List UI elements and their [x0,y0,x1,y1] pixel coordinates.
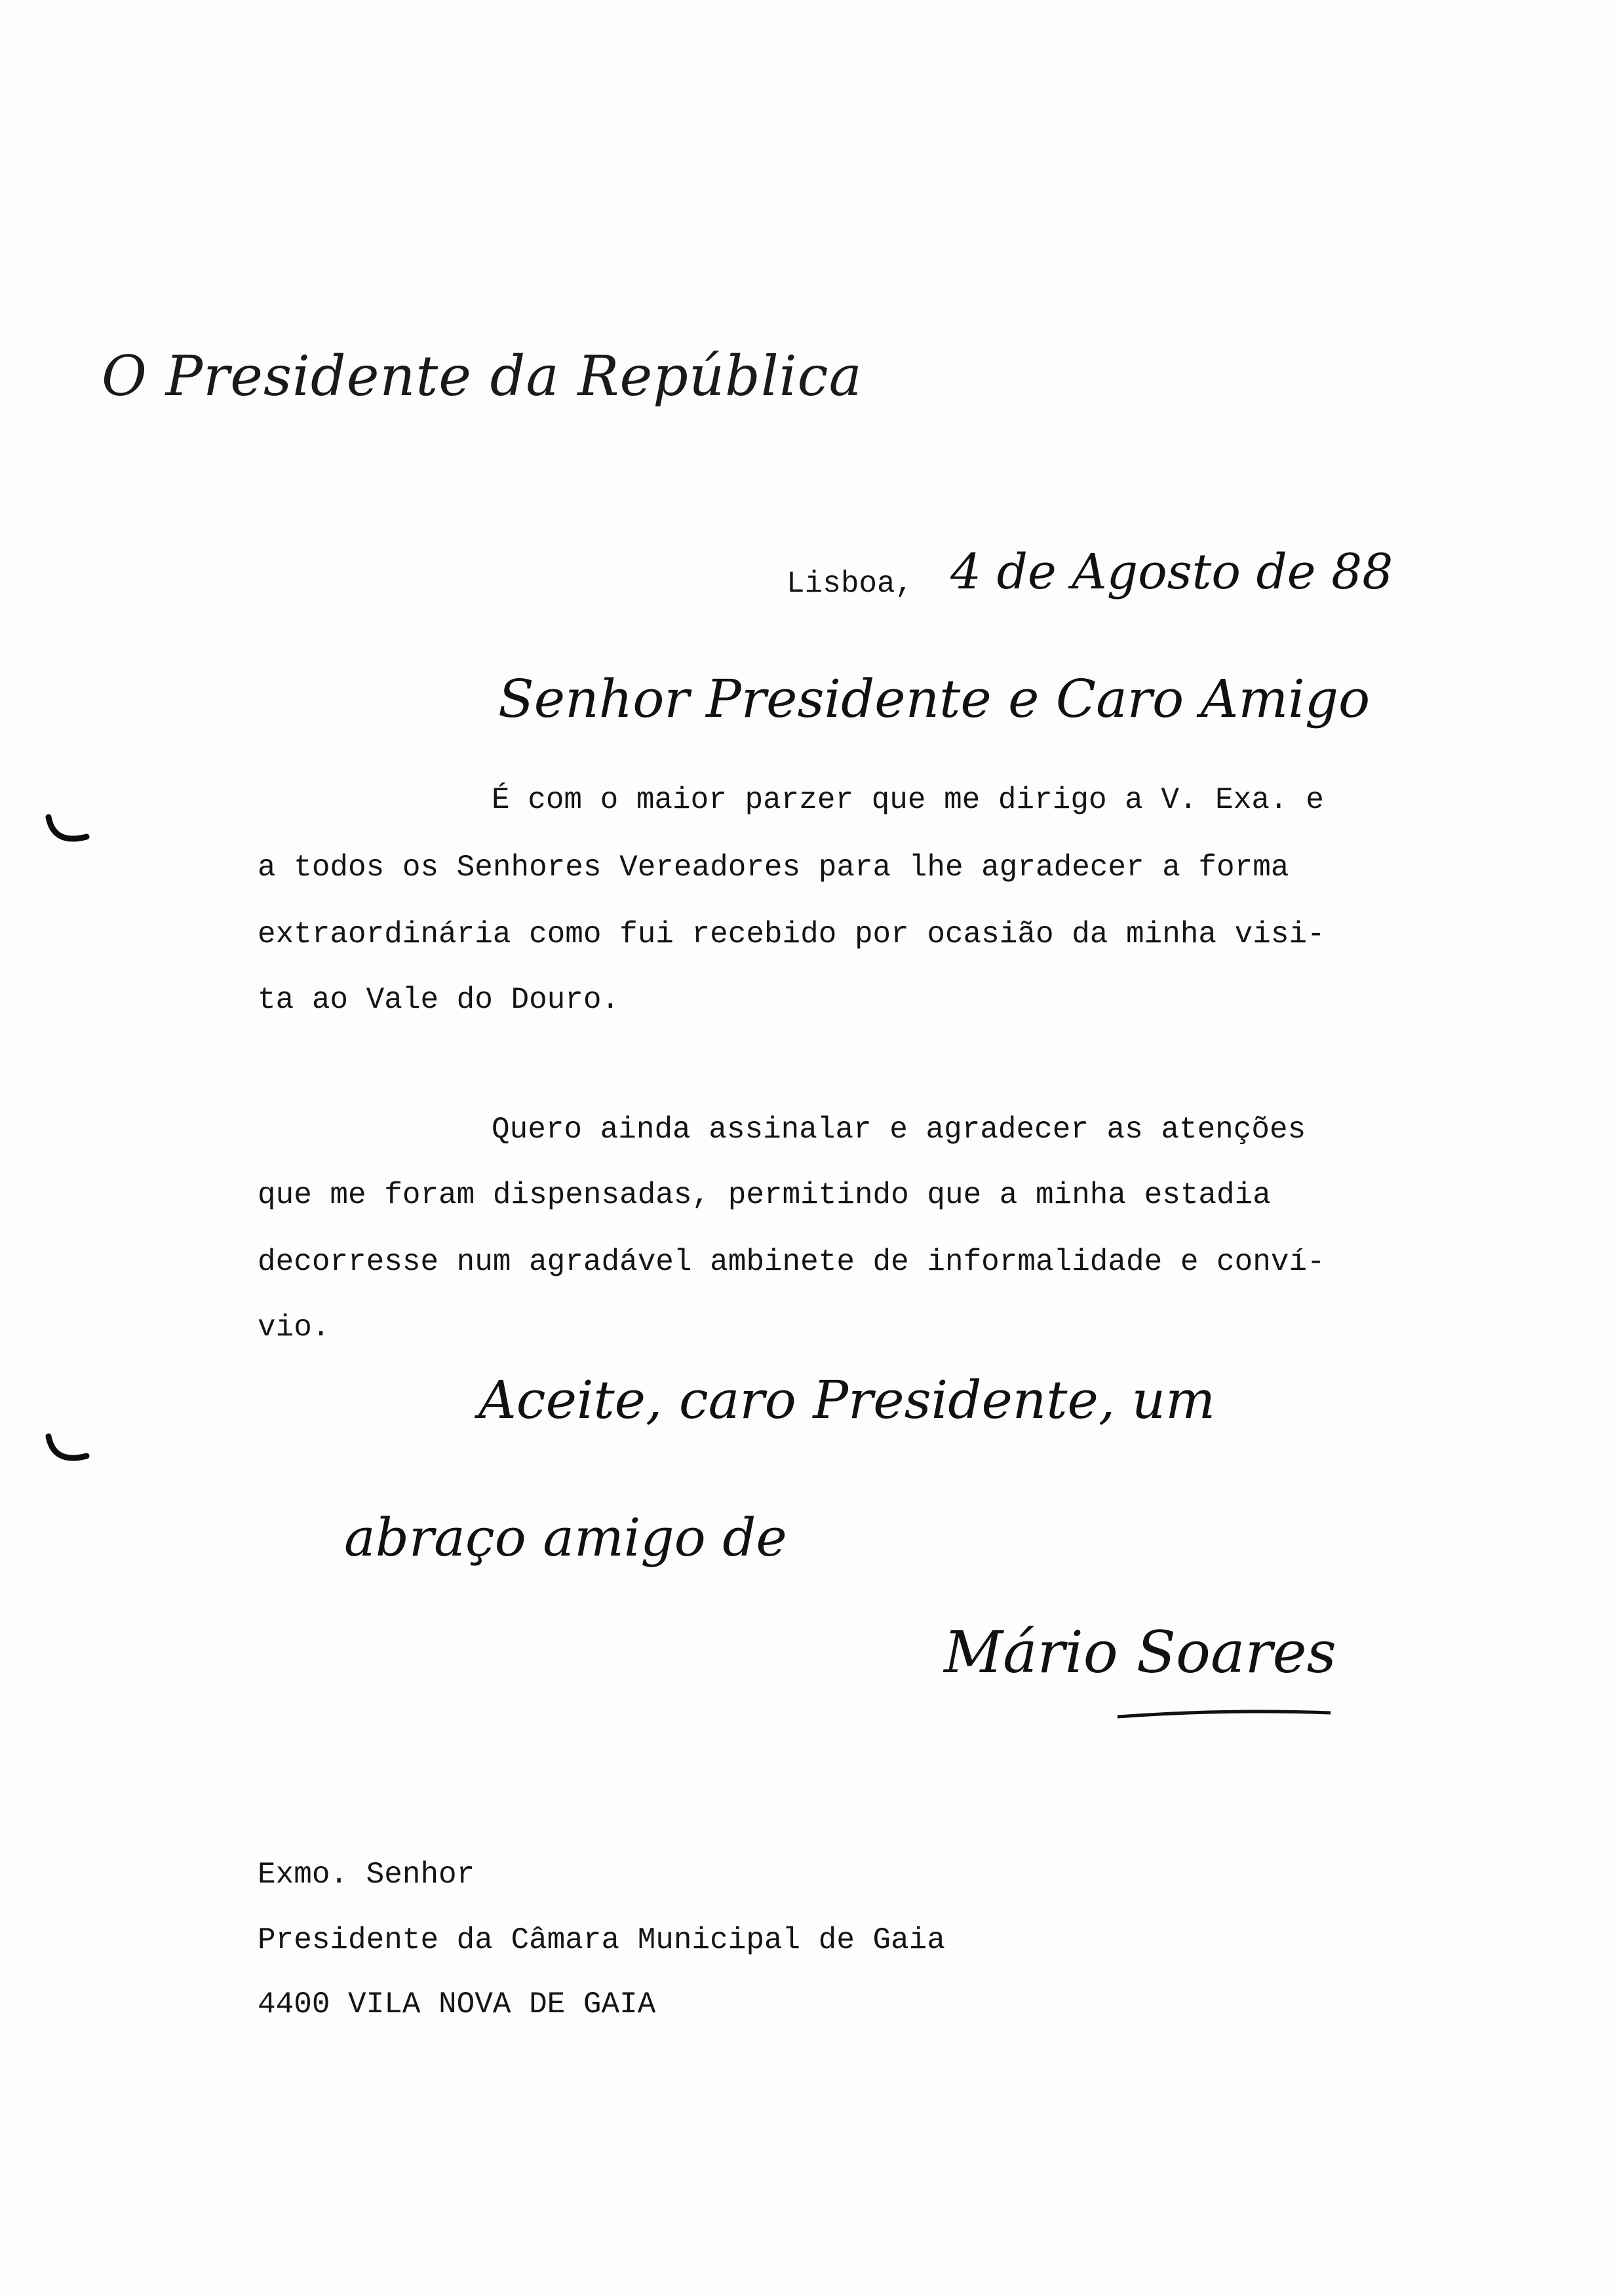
paragraph-2-line-1: Quero ainda assinalar e agradecer as atenções [492,1113,1306,1147]
address-line-1: Exmo. Senhor [258,1858,475,1892]
paragraph-2-line-2: que me foram dispensadas, permitindo que a minha estadia [258,1178,1271,1212]
closing-handwritten-line-1: Aceite, caro Presidente, um [478,1369,1216,1430]
salutation-handwritten: Senhor Presidente e Caro Amigo [498,668,1371,729]
signature-underline [1114,1704,1337,1730]
paragraph-1-line-3: extraordinária como fui recebido por ocasião da minha visi- [258,917,1325,951]
paragraph-1-line-4: ta ao Vale do Douro. [258,983,620,1017]
address-line-2: Presidente da Câmara Municipal de Gaia [258,1923,945,1957]
paragraph-1-line-2: a todos os Senhores Vereadores para lhe agradecer a forma [258,851,1289,885]
place: Lisboa, [787,567,914,601]
punch-hole-bottom [41,1428,100,1474]
paragraph-2-line-3: decorresse num agradável ambinete de informalidade e conví- [258,1245,1325,1279]
closing-handwritten-line-2: abraço amigo de [344,1507,787,1568]
punch-hole-top [41,809,100,855]
letterhead: O Presidente da República [102,344,863,408]
signature: Mário Soares [944,1618,1336,1686]
paragraph-2-line-4: vio. [258,1311,330,1345]
address-line-3: 4400 VILA NOVA DE GAIA [258,1987,656,2021]
date-handwritten: 4 de Agosto de 88 [950,544,1393,600]
paragraph-1-line-1: É com o maior parzer que me dirigo a V. Exa. e [492,783,1324,817]
